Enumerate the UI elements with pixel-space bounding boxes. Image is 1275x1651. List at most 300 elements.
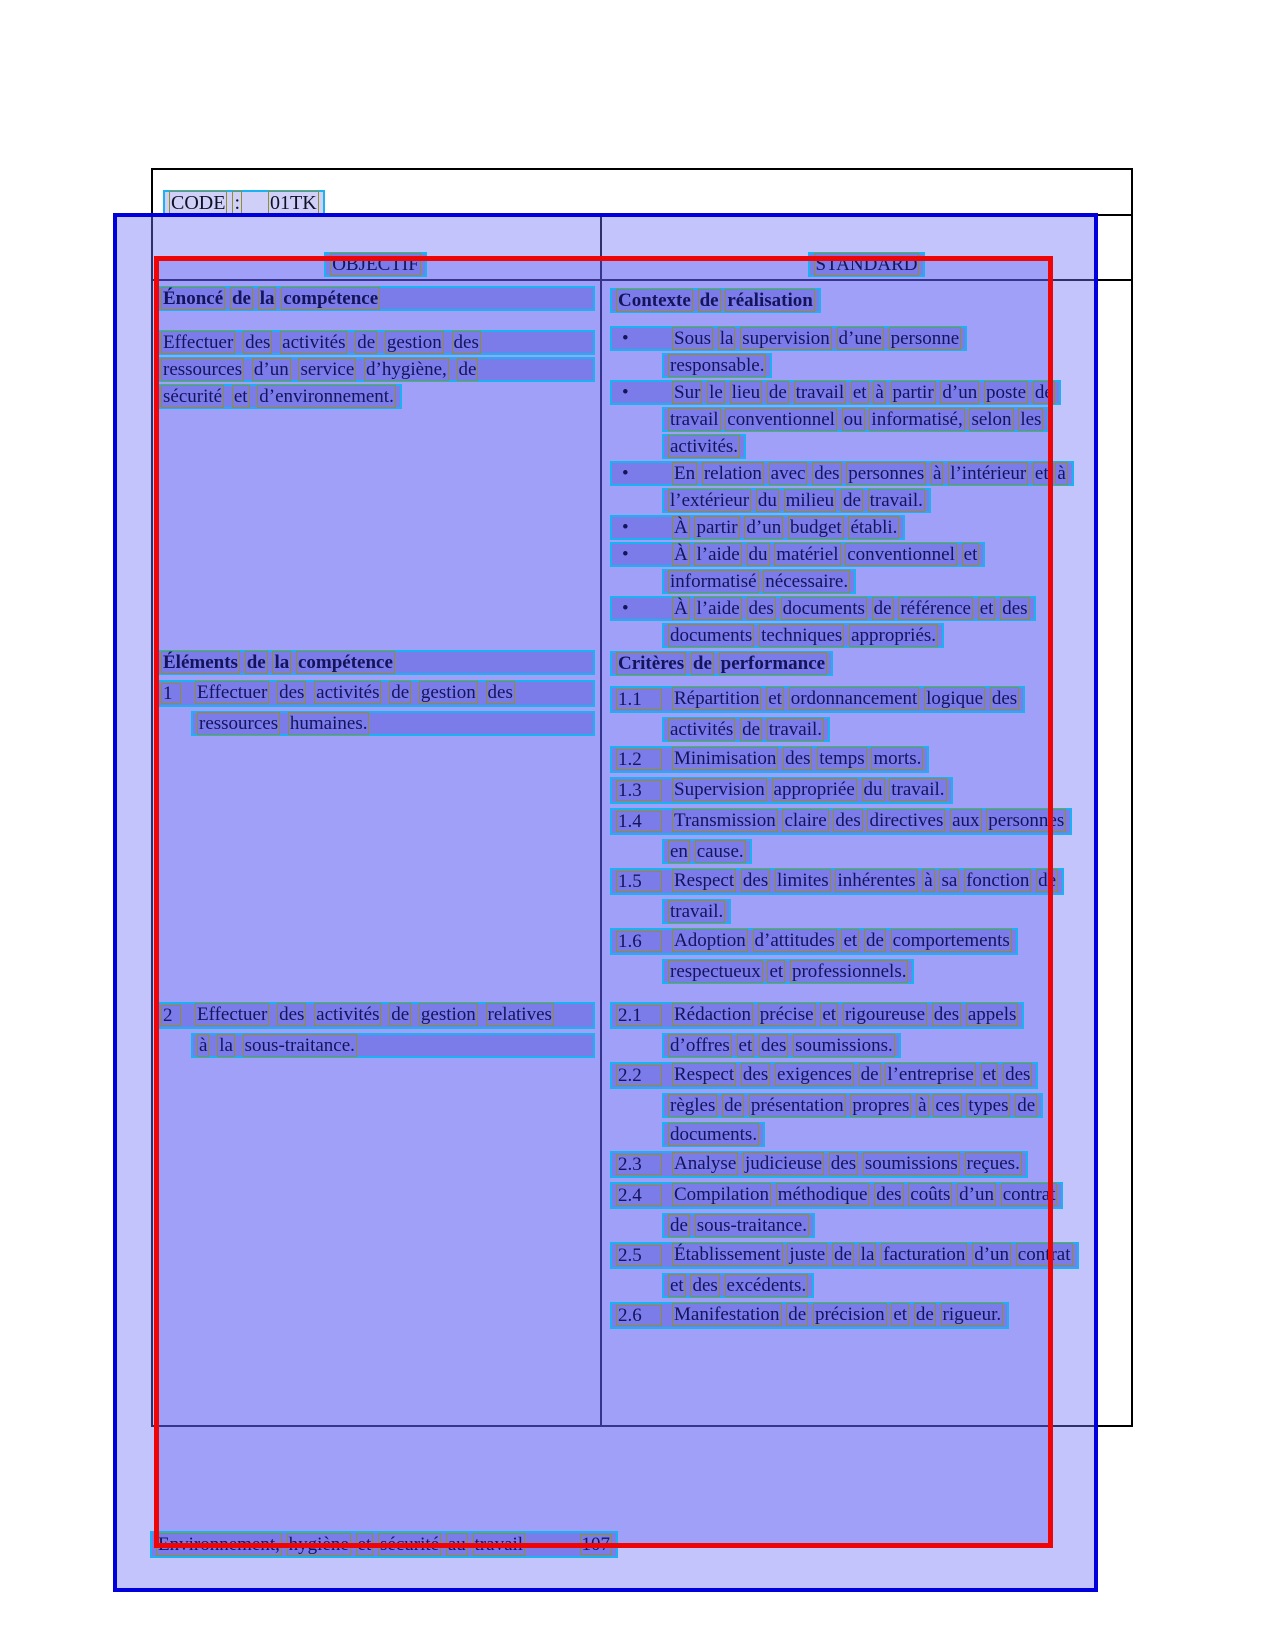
word-box: Énoncé [163, 288, 224, 309]
criteria-group-1 [610, 686, 1110, 988]
word-box: du [748, 544, 768, 565]
word-box: référence [900, 598, 971, 619]
word-box: des [742, 1064, 769, 1085]
text-line [191, 1033, 595, 1058]
word-box: d’un [959, 1184, 994, 1205]
word-box: CODE [171, 192, 226, 214]
word-box: et [670, 1275, 684, 1296]
criteres-section [610, 651, 1110, 676]
word-box: exigences [776, 1064, 852, 1085]
contexte-section [610, 288, 1110, 313]
word-box: de [865, 930, 884, 951]
word-box: Effectuer [197, 682, 268, 703]
word-box: sécurité [380, 1534, 440, 1555]
word-box: fonction [966, 870, 1030, 891]
word-box: performance [720, 653, 826, 674]
word-box: Respect [674, 870, 735, 891]
word-box: OBJECTIF [332, 254, 419, 275]
bullet-line [610, 596, 1036, 621]
bullet-icon: • [622, 598, 629, 619]
word-box: matériel [776, 544, 839, 565]
word-box: hygiène [288, 1534, 349, 1555]
word-box: des [814, 463, 840, 484]
word-box: l’extérieur [670, 490, 750, 511]
word-box: de [692, 653, 712, 674]
word-box: personne [890, 328, 960, 349]
word-box: partir [892, 382, 934, 403]
word-box: d’un [942, 382, 978, 403]
bullet-text [672, 518, 899, 537]
word-box: travail. [891, 779, 945, 800]
word-box: méthodique [777, 1184, 868, 1205]
word-box: En [674, 463, 696, 484]
footer-title [156, 1535, 525, 1554]
word-box: informatisé, [871, 409, 963, 430]
word-box: appropriés. [851, 625, 937, 646]
word-box: les [1020, 409, 1042, 430]
word-box: à [924, 870, 933, 891]
word-box: et [738, 1035, 753, 1056]
word-box: selon [971, 409, 1012, 430]
word-box: lieu [731, 382, 761, 403]
word-box: de [357, 332, 376, 353]
word-box: personnes [848, 463, 925, 484]
word-box: des [933, 1004, 960, 1025]
element-item-1 [155, 680, 595, 740]
criterion-number: 2.4 [616, 1185, 662, 1206]
word-box: des [835, 810, 861, 831]
criterion-line [610, 1062, 1038, 1089]
word-box: claire [784, 810, 827, 831]
word-box: ou [843, 409, 863, 430]
word-box: à [918, 1095, 927, 1116]
bullet-text [672, 464, 1068, 483]
word-box: documents [670, 625, 753, 646]
word-box: Contexte [618, 290, 691, 311]
word-box: respectueux [670, 961, 761, 982]
item-text [195, 683, 515, 704]
word-box: cause. [696, 841, 744, 862]
criterion-line [610, 686, 1025, 713]
word-box: la [860, 1244, 875, 1265]
word-box: sa [941, 870, 958, 891]
word-box: Minimisation [674, 748, 777, 769]
objectif-header-label [324, 252, 427, 277]
enonce-paragraph [155, 330, 595, 411]
word-box: techniques [761, 625, 843, 646]
word-box: au [447, 1534, 466, 1555]
criterion-number: 2.2 [616, 1065, 662, 1086]
word-box: des [876, 1184, 902, 1205]
criterion-line [662, 959, 914, 984]
word-box: relatives [487, 1004, 552, 1025]
criterion-line [662, 1273, 814, 1298]
footer-row [150, 1531, 618, 1558]
criterion-number: 2.6 [616, 1305, 662, 1326]
word-box: activités [282, 332, 346, 353]
word-box: des [692, 1275, 718, 1296]
criterion-text [672, 931, 1012, 952]
elements-title [155, 650, 595, 675]
word-box: travail [795, 382, 845, 403]
word-box: règles [670, 1095, 716, 1116]
word-box: responsable. [670, 355, 765, 376]
criteria-group-2 [610, 1002, 1110, 1333]
word-box: des [1005, 1064, 1031, 1085]
criterion-line [662, 1033, 901, 1058]
word-box: documents. [670, 1124, 758, 1145]
criterion-text [672, 749, 923, 770]
criterion-number: 2.5 [616, 1245, 662, 1266]
enonce-title [155, 286, 595, 311]
word-box: appels [967, 1004, 1017, 1025]
word-box: précise [759, 1004, 814, 1025]
word-box: d’offres [670, 1035, 730, 1056]
word-box: gestion [420, 1004, 476, 1025]
word-box: activités [670, 719, 734, 740]
word-box: facturation [883, 1244, 966, 1265]
word-box: réalisation [727, 290, 813, 311]
criterion-number: 1.5 [616, 871, 662, 892]
criterion-line [610, 746, 929, 773]
criterion-line [662, 1213, 815, 1238]
criterion-line [610, 777, 953, 804]
criterion-line [610, 1242, 1079, 1269]
word-box: service [300, 359, 355, 380]
word-box: limites [776, 870, 829, 891]
word-box: et [843, 930, 858, 951]
word-box: d’environnement. [259, 386, 394, 407]
word-box: de [915, 1304, 934, 1325]
word-box: Environnement, [158, 1534, 280, 1555]
item-number: 2 [161, 1005, 181, 1026]
word-box: travail. [869, 490, 923, 511]
text-line [155, 330, 595, 355]
word-box: le [709, 382, 723, 403]
word-box: nécessaire. [765, 571, 849, 592]
word-box: sous-traitance. [244, 1035, 355, 1056]
word-box: des [279, 1004, 305, 1025]
word-box: des [748, 598, 774, 619]
word-box: documents [782, 598, 865, 619]
code-row [163, 190, 325, 216]
item-number: 1 [161, 683, 181, 704]
word-box: STANDARD [815, 254, 918, 275]
word-box: des [761, 1035, 787, 1056]
word-box: milieu [785, 490, 835, 511]
word-box: d’un [746, 517, 782, 538]
word-box: Établissement [674, 1244, 781, 1265]
word-box: en [670, 841, 688, 862]
criterion-number: 2.3 [616, 1154, 662, 1175]
word-box: comportements [892, 930, 1010, 951]
word-box: de [833, 1244, 852, 1265]
word-box: Répartition [674, 688, 760, 709]
criterion-text [672, 811, 1066, 832]
word-box: ressources [199, 713, 279, 734]
word-box: reçues. [966, 1153, 1020, 1174]
word-box: Éléments [163, 652, 238, 673]
bullet-text [672, 599, 1030, 618]
code-label [169, 193, 242, 213]
word-box: travail [474, 1534, 524, 1555]
word-box: du [757, 490, 777, 511]
word-box: Transmission [674, 810, 776, 831]
word-box: ressources [163, 359, 243, 380]
criterion-number: 1.1 [616, 689, 662, 710]
criterion-line [610, 868, 1064, 895]
word-box: des [785, 748, 811, 769]
criterion-text [672, 1005, 1018, 1026]
word-box: la [274, 652, 290, 673]
word-box: de [458, 359, 477, 380]
bullet-line [610, 542, 985, 567]
word-box: du [863, 779, 883, 800]
word-box: activités. [670, 436, 739, 457]
bullet-text [672, 545, 979, 564]
word-box: gestion [420, 682, 476, 703]
item-text [195, 1005, 554, 1026]
bullet-icon: • [622, 328, 629, 349]
word-box: et [233, 386, 248, 407]
word-box: soumissions. [795, 1035, 893, 1056]
bullet-line [662, 569, 856, 594]
criterion-line [662, 899, 731, 924]
word-box: d’un [253, 359, 289, 380]
word-box: Adoption [674, 930, 746, 951]
bullet-icon: • [622, 463, 629, 484]
word-box: la [719, 328, 734, 349]
word-box: de [391, 682, 410, 703]
word-box: supervision [742, 328, 830, 349]
bullet-icon: • [622, 382, 629, 403]
word-box: judicieuse [745, 1153, 823, 1174]
criterion-number: 1.2 [616, 749, 662, 770]
word-box: informatisé [670, 571, 757, 592]
word-box: et [982, 1064, 997, 1085]
text-line [155, 384, 402, 409]
bullet-icon: • [622, 517, 629, 538]
word-box: inhérentes [837, 870, 916, 891]
word-box: Respect [674, 1064, 735, 1085]
word-box: à [1057, 463, 1066, 484]
word-box: Manifestation [674, 1304, 780, 1325]
criteres-title [610, 651, 833, 676]
word-box: Sur [674, 382, 701, 403]
text-line [155, 680, 595, 707]
criterion-number: 1.4 [616, 811, 662, 832]
word-box: Supervision [674, 779, 765, 800]
word-box: travail [670, 409, 719, 430]
column-header-objectif [151, 252, 600, 277]
word-box: coûts [910, 1184, 951, 1205]
word-box: Sous [674, 328, 711, 349]
criterion-text [672, 1065, 1032, 1086]
criterion-line [610, 808, 1072, 835]
word-box: gestion [386, 332, 442, 353]
word-box: et [768, 688, 782, 709]
word-box: de [742, 719, 760, 740]
word-box: aux [952, 810, 980, 831]
word-box: Effectuer [163, 332, 234, 353]
word-box: des [1002, 598, 1028, 619]
word-box: des [991, 688, 1018, 709]
criterion-line [662, 1122, 765, 1147]
word-box: de [1038, 870, 1057, 891]
word-box: Effectuer [197, 1004, 268, 1025]
contexte-bullet-list [610, 326, 1110, 650]
criterion-number: 1.3 [616, 780, 662, 801]
word-box: contrat [1002, 1184, 1056, 1205]
element-item-2 [155, 1002, 595, 1062]
word-box: excédents. [726, 1275, 807, 1296]
bullet-line [662, 407, 1049, 432]
word-box: à [933, 463, 942, 484]
criterion-number: 2.1 [616, 1005, 662, 1026]
word-box: travail. [768, 719, 823, 740]
word-box: de [842, 490, 861, 511]
word-box: précision [814, 1304, 885, 1325]
criterion-line [662, 839, 752, 864]
word-box: conventionnel [847, 544, 955, 565]
word-box: de [860, 1064, 879, 1085]
criterion-line [610, 1002, 1024, 1029]
word-box: temps [819, 748, 865, 769]
word-box: de [768, 382, 787, 403]
elements-section [155, 650, 595, 675]
bullet-line [610, 515, 905, 540]
word-box: Compilation [674, 1184, 769, 1205]
word-box: des [453, 332, 479, 353]
word-box: de [1017, 1095, 1036, 1116]
word-box: la [219, 1035, 233, 1056]
column-header-standard [600, 252, 1133, 277]
criterion-text [672, 1185, 1057, 1206]
word-box: et [1034, 463, 1049, 484]
bullet-line [662, 434, 746, 459]
bullet-icon: • [622, 544, 629, 565]
word-box: la [259, 288, 275, 309]
word-box: d’hygiène, [366, 359, 447, 380]
word-box: et [893, 1304, 908, 1325]
word-box: budget [789, 517, 842, 538]
criterion-line [610, 1302, 1009, 1329]
word-box: à [199, 1035, 208, 1056]
criterion-line [610, 1182, 1063, 1209]
word-box: et [357, 1534, 372, 1555]
word-box: et [979, 598, 994, 619]
word-box: avec [770, 463, 806, 484]
word-box: propres [852, 1095, 910, 1116]
word-box: de [231, 288, 251, 309]
word-box: et [822, 1004, 837, 1025]
word-box: d’un [974, 1244, 1010, 1265]
contexte-title [610, 288, 821, 313]
word-box: activités [316, 682, 380, 703]
criterion-line [610, 928, 1018, 955]
criterion-number: 1.6 [616, 931, 662, 952]
word-box: de [873, 598, 892, 619]
word-box: l’intérieur [950, 463, 1027, 484]
bullet-line [610, 380, 1061, 405]
bullet-line [662, 623, 944, 648]
word-box: 01TK [270, 192, 317, 214]
bullet-line [662, 488, 931, 513]
criterion-text [672, 871, 1058, 892]
word-box: compétence [283, 288, 379, 309]
page-number: 107 [581, 1534, 610, 1555]
word-box: À [674, 598, 688, 619]
word-box: l’aide [696, 544, 740, 565]
word-box: À [674, 544, 688, 565]
word-box: Rédaction [674, 1004, 752, 1025]
word-box: des [830, 1153, 857, 1174]
word-box: types [968, 1095, 1009, 1116]
criterion-line [610, 1151, 1028, 1178]
word-box: contrat [1017, 1244, 1071, 1265]
criterion-text [672, 1305, 1003, 1326]
word-box: d’attitudes [754, 930, 835, 951]
word-box: des [245, 332, 271, 353]
criterion-text [672, 780, 947, 801]
word-box: ces [935, 1095, 960, 1116]
word-box: Analyse [674, 1153, 737, 1174]
criterion-text [672, 1154, 1022, 1175]
word-box: établi. [850, 517, 898, 538]
word-box: d’une [838, 328, 882, 349]
word-box: des [279, 682, 305, 703]
word-box: rigoureuse [844, 1004, 926, 1025]
word-box: rigueur. [942, 1304, 1002, 1325]
word-box: relation [703, 463, 762, 484]
word-box: personnes [988, 810, 1065, 831]
word-box: morts. [873, 748, 922, 769]
word-box: à [875, 382, 884, 403]
word-box: Critères [618, 653, 685, 674]
word-box: des [487, 682, 513, 703]
bullet-line [662, 353, 772, 378]
bullet-text [672, 383, 1055, 402]
text-line [155, 1002, 595, 1029]
bullet-line [610, 461, 1074, 486]
word-box: l’aide [696, 598, 740, 619]
word-box: de [699, 290, 719, 311]
word-box: l’entreprise [887, 1064, 974, 1085]
word-box: appropriée [773, 779, 855, 800]
criterion-text [672, 689, 1019, 710]
word-box: ordonnancement [790, 688, 918, 709]
word-box: : [234, 192, 241, 214]
standard-header-label [808, 252, 926, 277]
word-box: sous-traitance. [696, 1215, 807, 1236]
enonce-section [155, 286, 595, 311]
word-box: activités [316, 1004, 380, 1025]
criterion-line [662, 1093, 1043, 1118]
criterion-line [662, 717, 830, 742]
word-box: et [963, 544, 978, 565]
word-box: poste [985, 382, 1027, 403]
word-box: directives [869, 810, 944, 831]
word-box: de [1034, 382, 1053, 403]
bullet-text [672, 329, 961, 348]
word-box: humaines. [289, 713, 368, 734]
word-box: compétence [297, 652, 393, 673]
criterion-text [672, 1245, 1073, 1266]
word-box: présentation [750, 1095, 844, 1116]
bullet-line [610, 326, 967, 351]
word-box: de [391, 1004, 410, 1025]
word-box: conventionnel [727, 409, 835, 430]
